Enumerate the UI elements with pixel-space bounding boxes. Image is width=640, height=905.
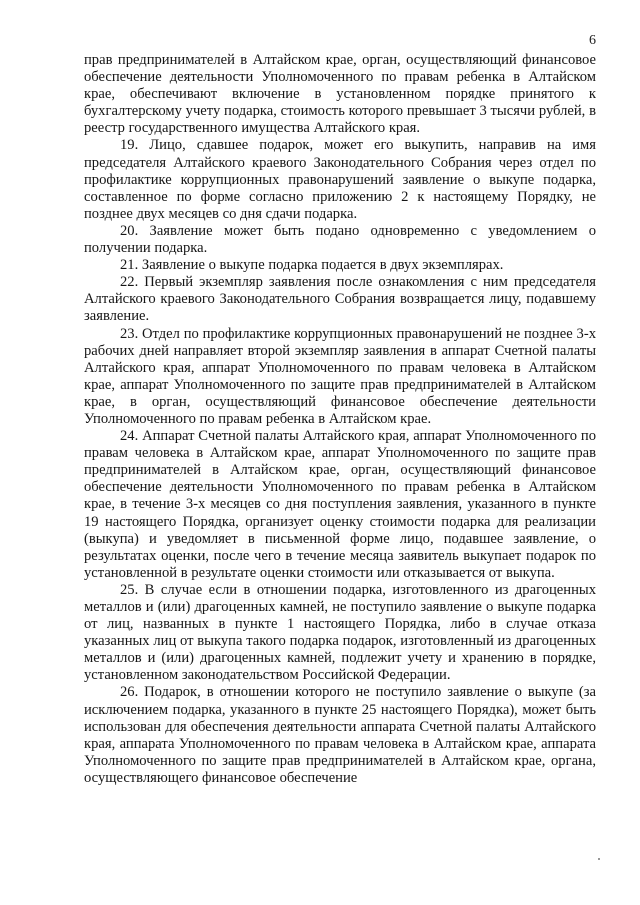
paragraph-23: 23. Отдел по профилактике коррупционных правонарушений не позднее 3-х рабочих дней направляет второй экземпляр заявления в аппарат Счетной палаты Алтайского края, аппарат Уполномоченного по правам человека в Алтайском крае, аппарат Уполномоченного по защите прав предпринимателей в Алтайском крае, в орган, осуществляющий финансовое обеспечение деятельности Уполномоченного по правам ребенка в Алтайском крае. [84,325,596,427]
paragraph-26: 26. Подарок, в отношении которого не поступило заявление о выкупе (за исключением подарка, указанного в пункте 25 настоящего Порядка), может быть использован для обеспечения деятельности аппарата Счетной палаты Алтайского края, аппарата Уполномоченного по правам человека в Алтайском крае, аппарата Уполномоченного по защите прав предпринимателей в Алтайском крае, органа, осуществляющего финансовое обеспечение [84,684,596,786]
paragraph-24: 24. Аппарат Счетной палаты Алтайского края, аппарат Уполномоченного по правам человека в Алтайском крае, аппарат Уполномоченного по защите прав предпринимателей в Алтайском крае, орган, осуществляющий финансовое обеспечение деятельности Уполномоченного по правам ребенка в Алтайском крае, в течение 3-х месяцев со дня поступления заявления, указанного в пункте 19 настоящего Порядка, организует оценку стоимости подарка для реализации (выкупа) и уведомляет в письменной форме лицо, подавшее заявление, о результатах оценки, после чего в течение месяца заявитель выкупает подарок по установленной в результате оценки стоимости или отказывается от выкупа. [84,428,596,581]
paragraph-25: 25. В случае если в отношении подарка, изготовленного из драгоценных металлов и (или) драгоценных камней, не поступило заявление о выкупе подарка от лиц, названных в пункте 1 настоящего Порядка, либо в случае отказа указанных лиц от выкупа такого подарка подарок, изготовленный из драгоценных металлов и (или) драгоценных камней, подлежит учету и хранению в порядке, установленном законодательством Российской Федерации. [84,581,596,684]
paragraph-20: 20. Заявление может быть подано одновременно с уведомлением о получении подарка. [84,222,596,257]
paragraph-22: 22. Первый экземпляр заявления после ознакомления с ним председателя Алтайского краевого Законодательного Собрания возвращается лицу, подавшему заявление. [84,274,596,325]
paragraph-19: 19. Лицо, сдавшее подарок, может его выкупить, направив на имя председателя Алтайского краевого Законодательного Собрания через отдел по профилактике коррупционных правонарушений заявление о выкупе подарка, составленное по форме согласно приложению 2 к настоящему Порядку, не позднее двух месяцев со дня сдачи подарка. [84,137,596,222]
document-body [84,52,596,787]
page-number: 6 [589,33,596,48]
paragraph-continuation: прав предпринимателей в Алтайском крае, орган, осуществляющий финансовое обеспечение деятельности Уполномоченного по правам ребенка в Алтайском крае, обеспечивают включение в установленном порядке принятого к бухгалтерскому учету подарка, стоимость которого превышает 3 тысячи рублей, в реестр государственного имущества Алтайского края. [84,52,596,137]
scan-artifact-dot [598,858,600,860]
paragraph-21: 21. Заявление о выкупе подарка подается в двух экземплярах. [120,257,504,274]
